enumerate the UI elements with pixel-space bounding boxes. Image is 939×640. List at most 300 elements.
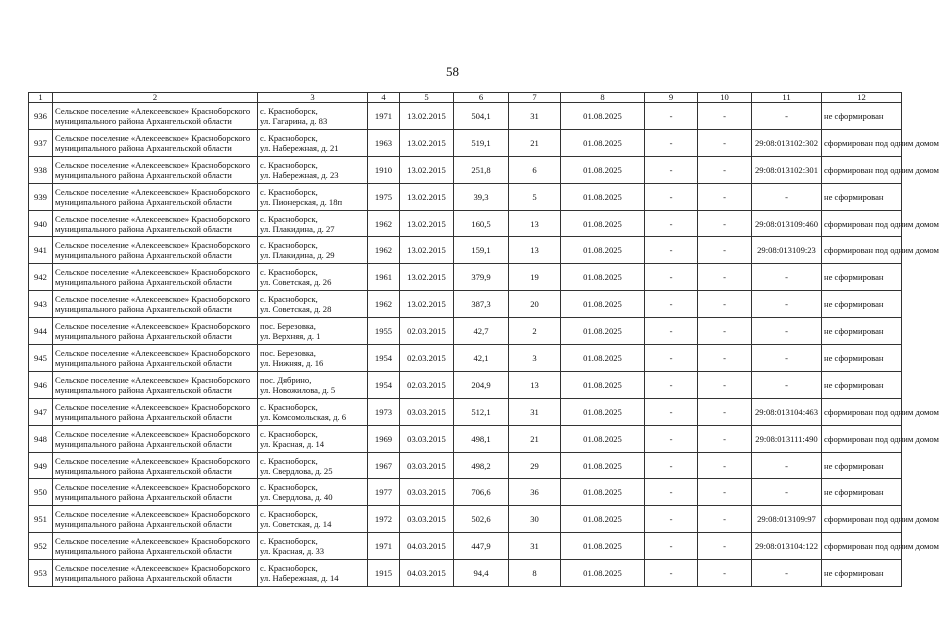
- cadastral-number-cell-text: 29:08:013111:490: [755, 433, 818, 444]
- land-status-cell-text: сформирован под одним домом: [824, 164, 939, 175]
- column-10-cell: [698, 318, 752, 345]
- column-10-cell-text: -: [723, 299, 726, 310]
- date-cell: [400, 479, 454, 506]
- land-status-cell: [822, 371, 902, 398]
- column-header: 1: [29, 93, 53, 103]
- date-cell-text: 03.03.2015: [407, 487, 446, 498]
- column-9-cell: [645, 479, 698, 506]
- table-row: [29, 345, 902, 372]
- term-cell: [561, 183, 645, 210]
- address-cell-text: с. Красноборск,: [260, 455, 318, 466]
- residents-cell: [509, 264, 561, 291]
- land-status-cell: [822, 345, 902, 372]
- term-cell-text: 01.08.2025: [583, 568, 622, 579]
- address-cell-text: ул. Гагарина, д. 83: [260, 115, 328, 126]
- table-row: [29, 425, 902, 452]
- land-status-cell: [822, 560, 902, 587]
- year-cell: [368, 345, 400, 372]
- area-cell-text: 39,3: [473, 191, 489, 202]
- residents-cell: [509, 103, 561, 130]
- column-10-cell-text: -: [723, 326, 726, 337]
- date-cell-text: 03.03.2015: [407, 514, 446, 525]
- row-number-cell-text: 950: [34, 487, 47, 498]
- settlement-cell-text: муниципального района Архангельской области: [55, 546, 232, 557]
- land-status-cell-text: сформирован под одним домом: [824, 137, 939, 148]
- address-cell-text: ул. Свердлова, д. 40: [260, 492, 333, 503]
- row-number-cell-text: 952: [34, 541, 47, 552]
- term-cell-text: 01.08.2025: [583, 110, 622, 121]
- column-10-cell-text: -: [723, 406, 726, 417]
- address-cell-text: с. Красноборск,: [260, 428, 318, 439]
- cadastral-number-cell: [752, 318, 822, 345]
- settlement-cell-text: Сельское поселение «Алексеевское» Красноборского: [55, 401, 251, 412]
- row-number-cell-text: 943: [34, 299, 47, 310]
- residents-cell: [509, 560, 561, 587]
- residents-cell-text: 13: [530, 379, 539, 390]
- address-cell: [258, 398, 368, 425]
- date-cell-text: 02.03.2015: [407, 326, 446, 337]
- column-10-cell-text: -: [723, 352, 726, 363]
- settlement-cell-text: Сельское поселение «Алексеевское» Красноборского: [55, 455, 251, 466]
- land-status-cell: [822, 156, 939, 183]
- row-number-cell: [29, 103, 53, 130]
- settlement-cell-text: муниципального района Архангельской области: [55, 465, 232, 476]
- column-9-cell: [645, 129, 698, 156]
- year-cell: [368, 103, 400, 130]
- registry-table: [28, 92, 939, 587]
- address-cell-text: ул. Свердлова, д. 25: [260, 465, 333, 476]
- area-cell-text: 447,9: [471, 541, 491, 552]
- year-cell: [368, 264, 400, 291]
- residents-cell: [509, 425, 561, 452]
- area-cell: [454, 129, 509, 156]
- address-cell: [258, 560, 368, 587]
- settlement-cell: [53, 264, 258, 291]
- row-number-cell: [29, 398, 53, 425]
- address-cell-text: с. Красноборск,: [260, 267, 318, 278]
- area-cell-text: 42,7: [473, 326, 489, 337]
- column-10-cell: [698, 479, 752, 506]
- address-cell-text: ул. Новожилова, д. 5: [260, 384, 336, 395]
- column-9-cell-text: -: [669, 406, 673, 417]
- land-status-cell: [822, 398, 939, 425]
- settlement-cell: [53, 156, 258, 183]
- row-number-cell: [29, 371, 53, 398]
- address-cell: [258, 103, 368, 130]
- column-10-cell: [698, 237, 752, 264]
- address-cell: [258, 129, 368, 156]
- cadastral-number-cell-text: 29:08:013102:302: [754, 137, 819, 148]
- term-cell-text: 01.08.2025: [583, 514, 622, 525]
- term-cell-text: 01.08.2025: [583, 487, 622, 498]
- table-row: [29, 318, 902, 345]
- term-cell: [561, 371, 645, 398]
- table-body: [29, 103, 939, 587]
- table-row: [29, 156, 902, 183]
- table-row: [29, 371, 902, 398]
- area-cell-text: 512,1: [471, 406, 491, 417]
- column-9-cell-text: -: [669, 299, 673, 310]
- column-9-cell-text: -: [669, 326, 673, 337]
- year-cell: [368, 425, 400, 452]
- date-cell: [400, 129, 454, 156]
- residents-cell-text: 13: [530, 218, 539, 229]
- row-number-cell-text: 937: [34, 137, 47, 148]
- residents-cell-text: 21: [530, 433, 539, 444]
- year-cell-text: 1971: [374, 110, 393, 121]
- date-cell-text: 04.03.2015: [407, 541, 446, 552]
- table-row: [29, 533, 902, 560]
- residents-cell: [509, 156, 561, 183]
- term-cell-text: 01.08.2025: [583, 379, 622, 390]
- cadastral-number-cell: [752, 129, 822, 156]
- area-cell: [454, 156, 509, 183]
- area-cell: [454, 183, 509, 210]
- address-cell-text: с. Красноборск,: [260, 105, 318, 116]
- residents-cell-text: 31: [530, 406, 539, 417]
- column-9-cell-text: -: [669, 218, 673, 229]
- date-cell-text: 13.02.2015: [407, 245, 446, 256]
- column-9-cell: [645, 318, 698, 345]
- settlement-cell-text: муниципального района Архангельской области: [55, 438, 232, 449]
- residents-cell-text: 13: [530, 245, 539, 256]
- cadastral-number-cell-text: -: [785, 110, 788, 121]
- address-cell-text: ул. Нижняя, д. 16: [260, 357, 324, 368]
- residents-cell-text: 31: [530, 110, 539, 121]
- land-status-cell-text: сформирован под одним домом: [824, 514, 939, 525]
- column-10-cell: [698, 425, 752, 452]
- settlement-cell: [53, 560, 258, 587]
- column-10-cell: [698, 398, 752, 425]
- year-cell-text: 1954: [374, 352, 393, 363]
- page-number: 58: [446, 64, 459, 79]
- column-header: 7: [509, 93, 561, 103]
- table-row: [29, 560, 902, 587]
- term-cell: [561, 560, 645, 587]
- year-cell-text: 1971: [374, 541, 393, 552]
- date-cell: [400, 237, 454, 264]
- residents-cell: [509, 506, 561, 533]
- settlement-cell-text: Сельское поселение «Алексеевское» Красноборского: [55, 132, 251, 143]
- land-status-cell: [822, 533, 939, 560]
- residents-cell: [509, 129, 561, 156]
- date-cell-text: 13.02.2015: [407, 299, 446, 310]
- area-cell-text: 498,2: [471, 460, 491, 471]
- row-number-cell-text: 940: [34, 218, 47, 229]
- area-cell-text: 706,6: [471, 487, 491, 498]
- land-status-cell-text: сформирован под одним домом: [824, 406, 939, 417]
- settlement-cell-text: Сельское поселение «Алексеевское» Красноборского: [55, 563, 251, 574]
- year-cell-text: 1973: [374, 406, 393, 417]
- residents-cell: [509, 398, 561, 425]
- land-status-cell-text: сформирован под одним домом: [824, 218, 939, 229]
- term-cell-text: 01.08.2025: [583, 245, 622, 256]
- settlement-cell-text: муниципального района Архангельской области: [55, 250, 232, 261]
- column-10-cell: [698, 291, 752, 318]
- year-cell-text: 1915: [374, 568, 393, 579]
- term-cell-text: 01.08.2025: [583, 164, 622, 175]
- address-cell-text: с. Красноборск,: [260, 509, 318, 520]
- address-cell-text: с. Красноборск,: [260, 536, 318, 547]
- cadastral-number-cell-text: -: [785, 379, 788, 390]
- column-9-cell: [645, 425, 698, 452]
- settlement-cell-text: муниципального района Архангельской области: [55, 384, 232, 395]
- settlement-cell-text: Сельское поселение «Алексеевское» Красноборского: [55, 240, 251, 251]
- row-number-cell-text: 942: [34, 272, 47, 283]
- residents-cell-text: 3: [532, 352, 537, 363]
- residents-cell: [509, 479, 561, 506]
- cadastral-number-cell: [752, 533, 822, 560]
- cadastral-number-cell: [752, 398, 822, 425]
- address-cell-text: с. Красноборск,: [260, 213, 318, 224]
- residents-cell-text: 20: [530, 299, 539, 310]
- residents-cell: [509, 533, 561, 560]
- residents-cell-text: 36: [530, 487, 539, 498]
- address-cell: [258, 291, 368, 318]
- table-row: [29, 210, 902, 237]
- cadastral-number-cell-text: 29:08:013109:460: [754, 218, 819, 229]
- address-cell: [258, 210, 368, 237]
- address-cell: [258, 183, 368, 210]
- date-cell: [400, 371, 454, 398]
- column-9-cell-text: -: [669, 433, 673, 444]
- settlement-cell-text: муниципального района Архангельской области: [55, 519, 232, 530]
- column-9-cell-text: -: [669, 352, 673, 363]
- year-cell: [368, 479, 400, 506]
- column-9-cell: [645, 103, 698, 130]
- address-cell: [258, 479, 368, 506]
- term-cell: [561, 506, 645, 533]
- address-cell-text: ул. Плакидина, д. 29: [260, 250, 335, 261]
- row-number-cell: [29, 345, 53, 372]
- area-cell-text: 502,6: [471, 514, 491, 525]
- settlement-cell-text: Сельское поселение «Алексеевское» Красноборского: [55, 428, 251, 439]
- cadastral-number-cell: [752, 371, 822, 398]
- term-cell-text: 01.08.2025: [583, 137, 622, 148]
- column-9-cell: [645, 452, 698, 479]
- row-number-cell: [29, 183, 53, 210]
- term-cell: [561, 291, 645, 318]
- year-cell: [368, 318, 400, 345]
- column-9-cell-text: -: [669, 245, 673, 256]
- cadastral-number-cell: [752, 237, 822, 264]
- settlement-cell-text: Сельское поселение «Алексеевское» Красноборского: [55, 536, 251, 547]
- area-cell: [454, 371, 509, 398]
- settlement-cell-text: муниципального района Архангельской области: [55, 142, 232, 153]
- row-number-cell-text: 946: [34, 379, 47, 390]
- area-cell: [454, 318, 509, 345]
- table-row: [29, 291, 902, 318]
- area-cell: [454, 103, 509, 130]
- year-cell: [368, 237, 400, 264]
- table-row: [29, 264, 902, 291]
- column-10-cell-text: -: [723, 487, 726, 498]
- residents-cell-text: 29: [530, 460, 539, 471]
- term-cell: [561, 452, 645, 479]
- residents-cell-text: 8: [532, 568, 537, 579]
- settlement-cell-text: Сельское поселение «Алексеевское» Красноборского: [55, 482, 251, 493]
- area-cell: [454, 398, 509, 425]
- column-header: 5: [400, 93, 454, 103]
- year-cell-text: 1962: [374, 299, 393, 310]
- address-cell-text: ул. Плакидина, д. 27: [260, 223, 335, 234]
- residents-cell: [509, 237, 561, 264]
- term-cell-text: 01.08.2025: [583, 541, 622, 552]
- column-10-cell: [698, 345, 752, 372]
- area-cell: [454, 479, 509, 506]
- column-10-cell-text: -: [723, 541, 726, 552]
- settlement-cell-text: Сельское поселение «Алексеевское» Красноборского: [55, 347, 251, 358]
- address-cell: [258, 264, 368, 291]
- year-cell: [368, 452, 400, 479]
- column-9-cell-text: -: [669, 514, 673, 525]
- land-status-cell-text: сформирован под одним домом: [824, 541, 939, 552]
- date-cell-text: 02.03.2015: [407, 352, 446, 363]
- settlement-cell-text: Сельское поселение «Алексеевское» Красноборского: [55, 267, 251, 278]
- column-header: 12: [822, 93, 902, 103]
- date-cell: [400, 210, 454, 237]
- area-cell-text: 519,1: [471, 137, 491, 148]
- row-number-cell: [29, 533, 53, 560]
- address-cell-text: пос. Дябрино,: [260, 374, 312, 385]
- date-cell: [400, 291, 454, 318]
- column-header: 6: [454, 93, 509, 103]
- area-cell-text: 251,8: [471, 164, 491, 175]
- cadastral-number-cell-text: -: [785, 568, 788, 579]
- column-header: 11: [752, 93, 822, 103]
- area-cell-text: 498,1: [471, 433, 491, 444]
- settlement-cell: [53, 129, 258, 156]
- row-number-cell: [29, 129, 53, 156]
- row-number-cell: [29, 210, 53, 237]
- term-cell: [561, 479, 645, 506]
- settlement-cell-text: муниципального района Архангельской области: [55, 169, 232, 180]
- date-cell: [400, 345, 454, 372]
- row-number-cell-text: 948: [34, 433, 47, 444]
- date-cell-text: 13.02.2015: [407, 272, 446, 283]
- column-9-cell-text: -: [669, 487, 673, 498]
- area-cell-text: 42,1: [473, 352, 489, 363]
- column-header: 8: [561, 93, 645, 103]
- table-row: [29, 129, 902, 156]
- land-status-cell-text: не сформирован: [824, 460, 884, 471]
- date-cell: [400, 398, 454, 425]
- land-status-cell: [822, 291, 902, 318]
- column-9-cell-text: -: [669, 379, 673, 390]
- row-number-cell-text: 939: [34, 191, 47, 202]
- date-cell-text: 03.03.2015: [407, 433, 446, 444]
- settlement-cell-text: Сельское поселение «Алексеевское» Красноборского: [55, 105, 251, 116]
- address-cell-text: ул. Верхняя, д. 1: [260, 331, 321, 342]
- address-cell-text: с. Красноборск,: [260, 401, 318, 412]
- settlement-cell: [53, 452, 258, 479]
- cadastral-number-cell: [752, 479, 822, 506]
- term-cell: [561, 425, 645, 452]
- cadastral-number-cell: [752, 506, 822, 533]
- column-9-cell: [645, 371, 698, 398]
- year-cell: [368, 156, 400, 183]
- row-number-cell-text: 938: [34, 164, 47, 175]
- column-9-cell: [645, 345, 698, 372]
- settlement-cell: [53, 237, 258, 264]
- area-cell-text: 159,1: [471, 245, 491, 256]
- table-row: [29, 237, 902, 264]
- column-10-cell-text: -: [723, 379, 726, 390]
- residents-cell-text: 31: [530, 541, 539, 552]
- settlement-cell-text: муниципального района Архангельской области: [55, 115, 232, 126]
- land-status-cell: [822, 452, 902, 479]
- term-cell: [561, 318, 645, 345]
- row-number-cell: [29, 264, 53, 291]
- settlement-cell-text: муниципального района Архангельской области: [55, 331, 232, 342]
- table-header: [29, 93, 902, 103]
- settlement-cell-text: Сельское поселение «Алексеевское» Красноборского: [55, 509, 251, 520]
- area-cell-text: 379,9: [471, 272, 491, 283]
- address-cell: [258, 156, 368, 183]
- land-status-cell-text: не сформирован: [824, 352, 884, 363]
- date-cell-text: 03.03.2015: [407, 406, 446, 417]
- settlement-cell-text: Сельское поселение «Алексеевское» Красноборского: [55, 374, 251, 385]
- land-status-cell: [822, 129, 939, 156]
- table-row: [29, 479, 902, 506]
- land-status-cell: [822, 425, 939, 452]
- column-9-cell: [645, 156, 698, 183]
- settlement-cell: [53, 291, 258, 318]
- residents-cell-text: 21: [530, 137, 539, 148]
- term-cell-text: 01.08.2025: [583, 191, 622, 202]
- cadastral-number-cell: [752, 156, 822, 183]
- year-cell-text: 1972: [374, 514, 393, 525]
- date-cell: [400, 560, 454, 587]
- cadastral-number-cell: [752, 183, 822, 210]
- cadastral-number-cell-text: 29:08:013102:301: [754, 164, 819, 175]
- address-cell-text: ул. Пионерская, д. 18п: [260, 196, 343, 207]
- row-number-cell-text: 947: [34, 406, 47, 417]
- address-cell-text: ул. Красная, д. 33: [260, 546, 325, 557]
- address-cell-text: с. Красноборск,: [260, 240, 318, 251]
- area-cell-text: 204,9: [471, 379, 491, 390]
- row-number-cell-text: 953: [34, 568, 47, 579]
- residents-cell-text: 19: [530, 272, 539, 283]
- year-cell-text: 1962: [374, 245, 393, 256]
- date-cell-text: 04.03.2015: [407, 568, 446, 579]
- year-cell-text: 1962: [374, 218, 393, 229]
- land-status-cell-text: не сформирован: [824, 272, 884, 283]
- column-10-cell-text: -: [723, 568, 726, 579]
- date-cell-text: 13.02.2015: [407, 164, 446, 175]
- column-10-cell-text: -: [723, 514, 726, 525]
- land-status-cell-text: сформирован под одним домом: [824, 245, 939, 256]
- date-cell: [400, 103, 454, 130]
- cadastral-number-cell: [752, 291, 822, 318]
- residents-cell-text: 5: [532, 191, 537, 202]
- date-cell-text: 13.02.2015: [407, 191, 446, 202]
- settlement-cell-text: Сельское поселение «Алексеевское» Красноборского: [55, 186, 251, 197]
- year-cell-text: 1961: [374, 272, 393, 283]
- address-cell-text: с. Красноборск,: [260, 132, 318, 143]
- year-cell-text: 1967: [374, 460, 393, 471]
- column-9-cell-text: -: [669, 568, 673, 579]
- address-cell: [258, 452, 368, 479]
- address-cell-text: ул. Набережная, д. 14: [260, 573, 339, 584]
- column-9-cell: [645, 506, 698, 533]
- area-cell: [454, 560, 509, 587]
- year-cell-text: 1955: [374, 326, 393, 337]
- area-cell-text: 94,4: [473, 568, 489, 579]
- column-header: 10: [698, 93, 752, 103]
- settlement-cell-text: муниципального района Архангельской области: [55, 196, 232, 207]
- row-number-cell: [29, 237, 53, 264]
